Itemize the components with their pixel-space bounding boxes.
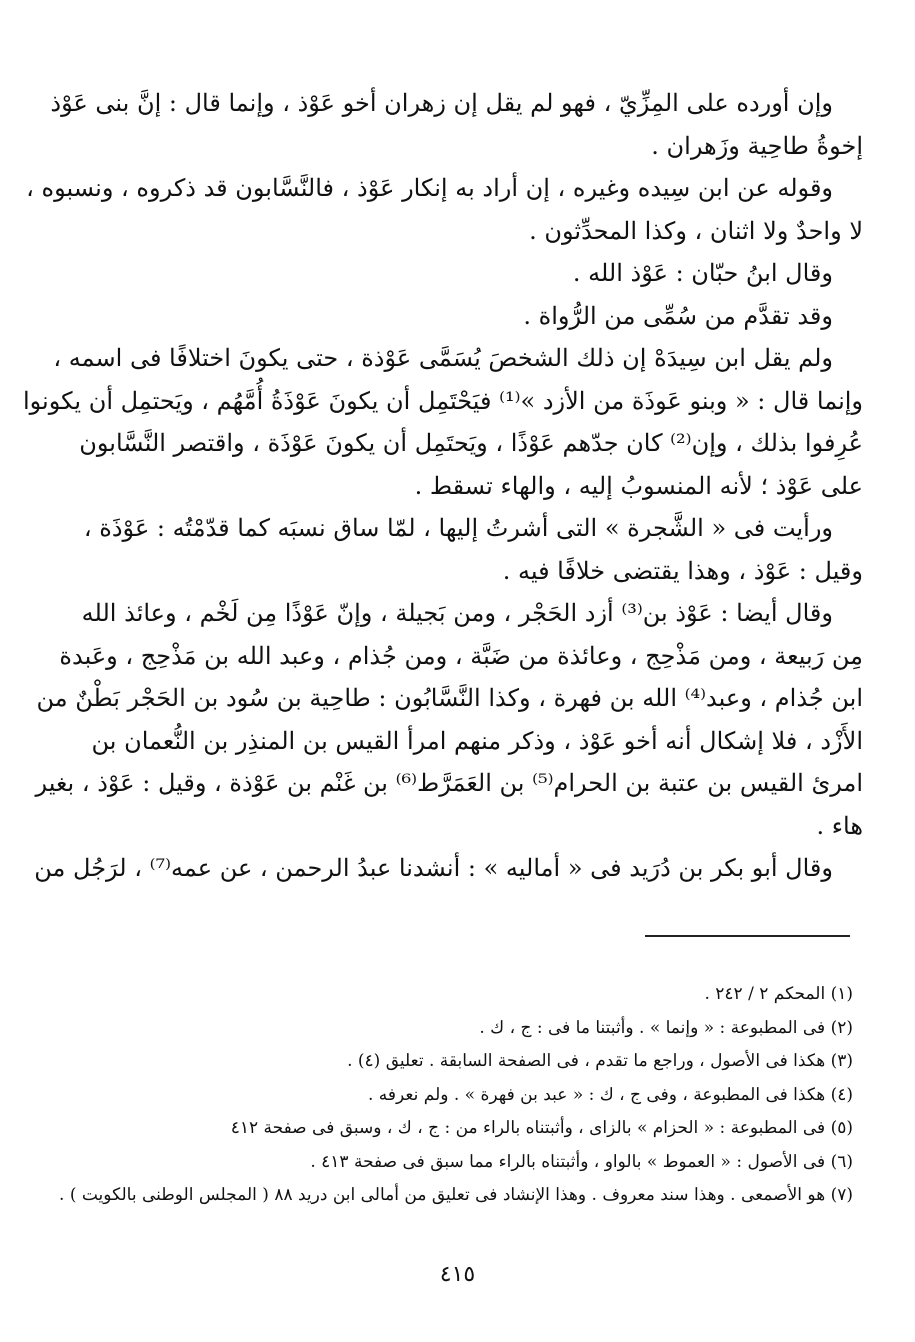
text-line: إخوةُ طاحِية وزَهران . xyxy=(651,131,863,160)
footnote-divider xyxy=(645,935,850,937)
text-line: وقد تقدَّم من سُمِّى من الرُّواة . xyxy=(523,301,833,330)
text-line: امرئ القيس بن عتبة بن الحرام⁽⁵⁾ بن العَمَرَّط⁽⁶⁾ بن غَنْم بن عَوْذة ، وقيل : عَوْذ ، بغير xyxy=(35,769,863,797)
text-line: وقال أيضا : عَوْذ بن⁽³⁾ أزد الحَجْر ، ومن بَجيلة ، وإنّ عَوْذًا مِن لَخْم ، وعائذ الله xyxy=(81,599,833,627)
footnote: (٤) هكذا فى المطبوعة ، وفى ج ، ك : « عبد بن فهرة » . ولم نعرفه . xyxy=(368,1084,853,1105)
text-line: وقيل : عَوْذ ، وهذا يقتضى خلافًا فيه . xyxy=(502,556,863,585)
main-text xyxy=(22,82,863,890)
text-line: هاء . xyxy=(816,811,863,840)
text-line: ولم يقل ابن سِيدَهْ إن ذلك الشخصَ يُسَمَّى عَوْذة ، حتى يكونَ اختلافًا فى اسمه ، xyxy=(53,344,833,372)
footnote: (٣) هكذا فى الأصول ، وراجع ما تقدم ، فى الصفحة السابقة . تعليق (٤) . xyxy=(347,1051,853,1071)
footnote: (٧) هو الأصمعى . وهذا سند معروف . وهذا الإنشاد فى تعليق من أمالى ابن دريد ٨٨ ( المجلس الوطنى بالكويت ) . xyxy=(59,1185,853,1205)
text-line: وقوله عن ابن سِيده وغيره ، إن أراد به إنكار عَوْذ ، فالنَّسَّابون قد ذكروه ، ونسبوه ، xyxy=(26,174,833,202)
text-line: ابن جُذام ، وعبد⁽⁴⁾ الله بن فهرة ، وكذا النَّسَّابُون : طاحِية بن سُود بن الحَجْر بَطْنٌ من xyxy=(36,684,863,712)
footnote: (٢) فى المطبوعة : « وإنما » . وأثبتنا ما فى : ج ، ك . xyxy=(479,1017,853,1038)
text-line: ورأيت فى « الشَّجرة » التى أشرتُ إليها ، لمّا ساق نسبَه كما قدّمْتُه : عَوْذَة ، xyxy=(83,514,833,542)
text-line: عُرِفوا بذلك ، وإن⁽²⁾ كان جدّهم عَوْذًا ، ويَحتَمِل أن يكونَ عَوْذَة ، واقتصر النَّسَّابون xyxy=(79,429,863,457)
text-line: وإن أورده على المِزِّيّ ، فهو لم يقل إن زهران أخو عَوْذ ، وإنما قال : إنَّ بنى عَوْذ xyxy=(50,89,833,117)
page-number: ٤١٥ xyxy=(439,1262,476,1287)
text-line: وقال أبو بكر بن دُرَيد فى « أماليه » : أنشدنا عبدُ الرحمن ، عن عمه⁽⁷⁾ ، لرَجُل من xyxy=(34,854,833,882)
text-line: وإنما قال : « وبنو عَوذَة من الأزد »⁽¹⁾ فيَحْتَمِل أن يكونَ عَوْذَةُ أُمَّهُم ، ويَحتمِل أن يكونوا xyxy=(22,386,863,415)
footnotes xyxy=(59,978,853,1213)
footnote: (١) المحكم ٢ / ٢٤٢ . xyxy=(704,984,853,1004)
text-line: لا واحدٌ ولا اثنان ، وكذا المحدِّثون . xyxy=(529,216,863,245)
text-line: وقال ابنُ حبّان : عَوْذ الله . xyxy=(572,259,833,287)
text-line: على عَوْذ ؛ لأنه المنسوبُ إليه ، والهاء تسقط . xyxy=(414,471,863,500)
text-line: مِن رَبيعة ، ومن مَذْحِج ، وعائذة من ضَبَّة ، ومن جُذام ، وعبد الله بن مَذْحِج ، وعَبدة xyxy=(59,641,863,670)
footnote: (٦) فى الأصول : « العموط » بالواو ، وأثبتناه بالراء مما سبق فى صفحة ٤١٣ . xyxy=(310,1151,853,1172)
footnote: (٥) فى المطبوعة : « الحزام » بالزاى ، وأثبتناه بالراء من : ج ، ك ، وسبق فى صفحة ٤١٢ xyxy=(230,1118,853,1138)
text-line: الأَزْد ، فلا إشكال أنه أخو عَوْذ ، وذكر منهم امرأ القيس بن المنذِر بن النُّعمان بن xyxy=(91,726,863,755)
